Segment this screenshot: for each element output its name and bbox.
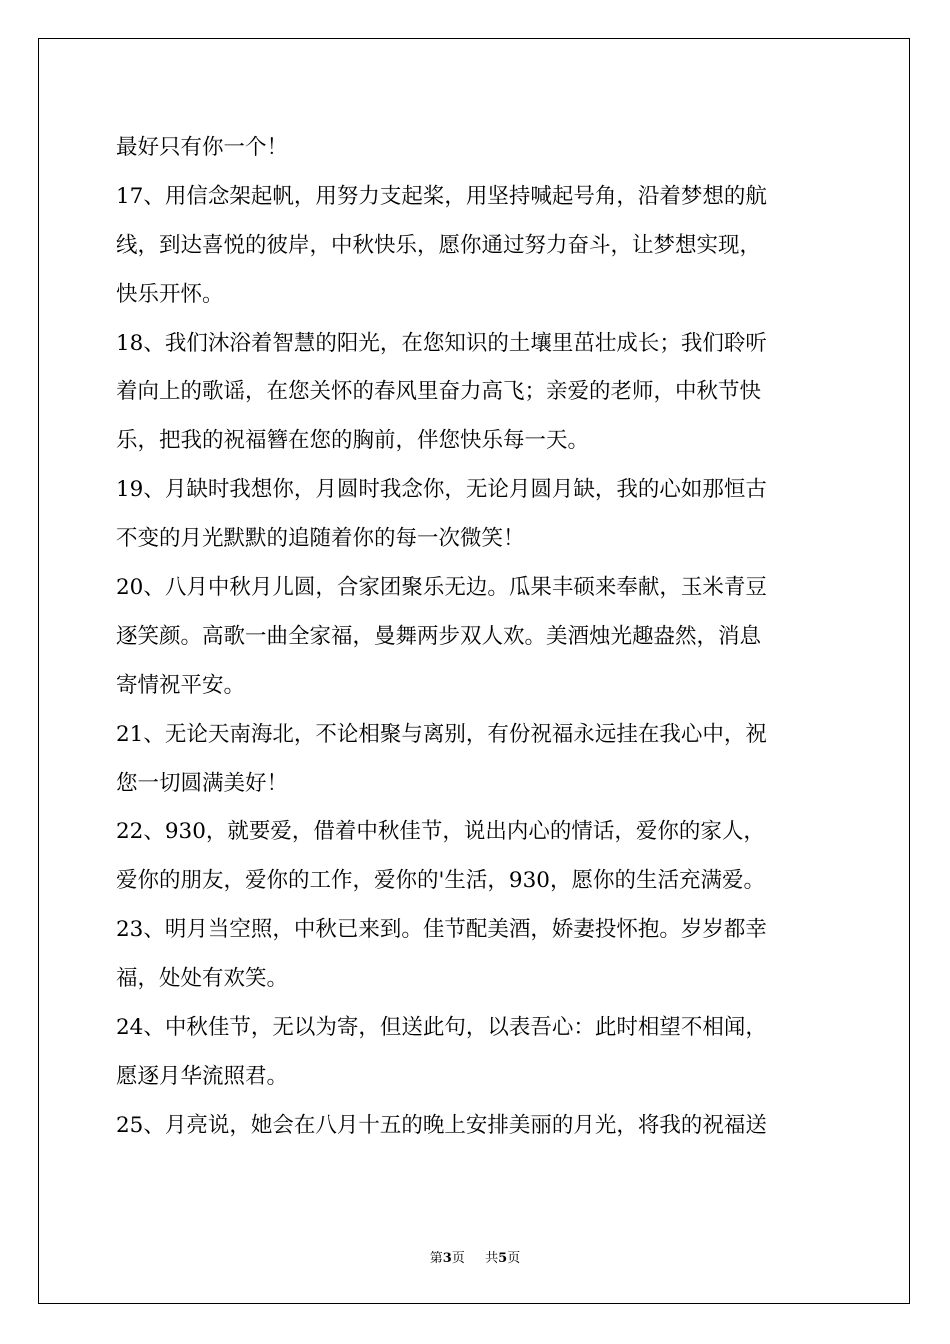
text-line: 23、明月当空照，中秋已来到。佳节配美酒，娇妻投怀抱。岁岁都幸 [116, 917, 767, 943]
text-line: 爱你的朋友，爱你的工作，爱你的'生活，930，愿你的生活充满爱。 [116, 868, 765, 894]
page-total-label [485, 1251, 520, 1266]
text-line: 17、用信念架起帆，用努力支起桨，用坚持喊起号角，沿着梦想的航 [116, 183, 767, 209]
total-prefix: 共 [485, 1251, 499, 1266]
text-line: 22、930，就要爱，借着中秋佳节，说出内心的情话，爱你的家人， [116, 819, 765, 845]
page-footer [0, 1247, 950, 1266]
page-prefix: 第 [429, 1251, 443, 1266]
text-line: 乐，把我的祝福簪在您的胸前，伴您快乐每一天。 [116, 428, 590, 454]
text-line: 福，处处有欢笑。 [116, 966, 289, 992]
text-line: 24、中秋佳节，无以为寄，但送此句，以表吾心：此时相望不相闻， [116, 1015, 767, 1041]
page-suffix: 页 [451, 1251, 465, 1266]
text-line: 寄情祝平安。 [116, 672, 246, 698]
text-line: 18、我们沐浴着智慧的阳光，在您知识的土壤里茁壮成长；我们聆听 [116, 330, 767, 356]
text-line: 最好只有你一个！ [116, 135, 289, 160]
document-body [116, 124, 836, 1151]
text-line: 不变的月光默默的追随着你的每一次微笑！ [116, 526, 525, 552]
text-line: 逐笑颜。高歌一曲全家福，曼舞两步双人欢。美酒烛光趣盎然，消息 [116, 623, 762, 649]
text-line: 线，到达喜悦的彼岸，中秋快乐，愿你通过努力奋斗，让梦想实现， [116, 232, 762, 258]
total-suffix: 页 [507, 1251, 521, 1266]
text-line: 快乐开怀。 [116, 281, 224, 307]
text-line: 愿逐月华流照君。 [116, 1063, 289, 1089]
page-current: 3 [442, 1251, 452, 1266]
text-line: 21、无论天南海北，不论相聚与离别，有份祝福永远挂在我心中，祝 [116, 721, 767, 747]
text-line: 19、月缺时我想你，月圆时我念你，无论月圆月缺，我的心如那恒古 [116, 477, 767, 503]
text-line: 您一切圆满美好！ [116, 770, 289, 796]
page-number [430, 1251, 469, 1266]
text-line: 25、月亮说，她会在八月十五的晚上安排美丽的月光，将我的祝福送 [116, 1112, 767, 1138]
text-line: 着向上的歌谣，在您关怀的春风里奋力高飞；亲爱的老师，中秋节快 [116, 379, 762, 405]
text-line: 20、八月中秋月儿圆，合家团聚乐无边。瓜果丰硕来奉献，玉米青豆 [116, 575, 767, 601]
page-total: 5 [498, 1251, 508, 1266]
